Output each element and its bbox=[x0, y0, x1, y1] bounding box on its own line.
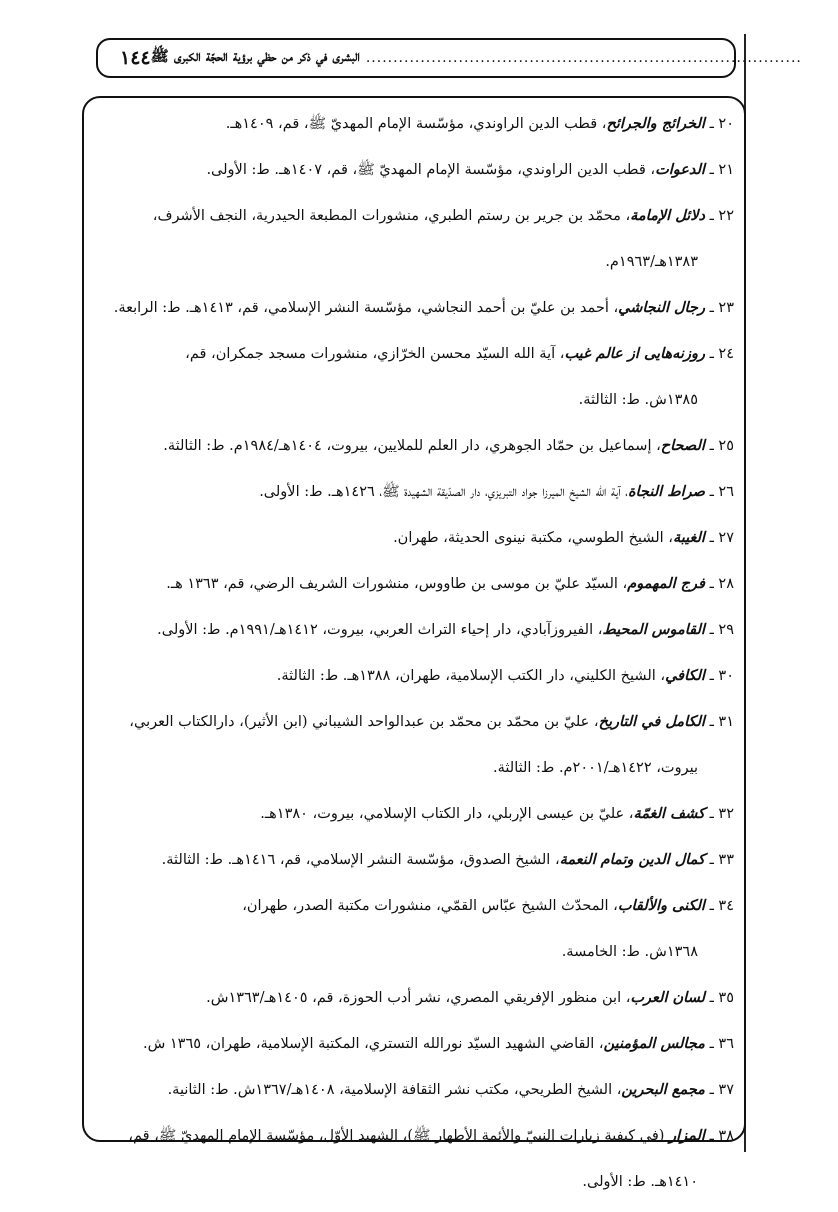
bibliography-entry bbox=[98, 706, 734, 784]
entry-continuation: ١٣٦٨ش. ط: الخامسة. bbox=[561, 944, 698, 960]
entry-details: ، عليّ بن محمّد بن محمّد بن عبدالواحد الشيباني (ابن الأثير)، دارالكتاب العربي، bbox=[129, 714, 599, 730]
entry-number: ٢٩ ـ bbox=[709, 622, 734, 638]
bibliography-entry bbox=[98, 338, 734, 416]
entry-title: مجالس المؤمنين bbox=[603, 1035, 705, 1052]
entry-details: ، المحدّث الشيخ عبّاس القمّي، منشورات مكتبة الصدر، طهران، bbox=[242, 898, 618, 914]
entry-title: مجمع البحرين bbox=[621, 1081, 705, 1098]
entry-spacer bbox=[98, 1106, 734, 1120]
entry-details: ، إسماعيل بن حمّاد الجوهري، دار العلم للملايين، بيروت، ١٤٠٤هـ/١٩٨٤م. ط: الثالثة. bbox=[163, 438, 661, 454]
entry-number: ٣٥ ـ bbox=[709, 990, 734, 1006]
entry-title: لسان العرب bbox=[630, 989, 705, 1006]
entry-number: ٢٦ ـ bbox=[709, 484, 734, 500]
entry-spacer bbox=[98, 876, 734, 890]
entry-title: الكنى والألقاب bbox=[617, 897, 705, 914]
entry-spacer bbox=[98, 968, 734, 982]
bibliography-entry bbox=[98, 982, 734, 1014]
entry-spacer bbox=[98, 462, 734, 476]
header-title: البشرى في ذكر من حظي برؤية الحجّة الكبرى ﷺ bbox=[150, 47, 360, 65]
bibliography-entry bbox=[98, 430, 734, 462]
running-header bbox=[96, 38, 802, 78]
entry-number: ٣٠ ـ bbox=[709, 668, 734, 684]
bibliography-entry bbox=[98, 1028, 734, 1060]
entry-details: ، الشيخ الكليني، دار الكتب الإسلامية، طهران، ١٣٨٨هـ. ط: الثالثة. bbox=[276, 668, 666, 684]
entry-number: ٣٢ ـ bbox=[709, 806, 734, 822]
entry-number: ٣١ ـ bbox=[709, 714, 734, 730]
entry-number: ٣٦ ـ bbox=[709, 1036, 734, 1052]
entry-continuation: ١٣٨٥ش. ط: الثالثة. bbox=[578, 392, 698, 408]
entry-title: الخرائج والجرائح bbox=[606, 115, 705, 132]
bibliography-entry bbox=[98, 1074, 734, 1106]
entry-spacer bbox=[98, 646, 734, 660]
entry-details: ، الشيخ الصدوق، مؤسّسة النشر الإسلامي، قم، ١٤١٦هـ. ط: الثالثة. bbox=[161, 852, 560, 868]
entry-details: ، القاضي الشهيد السيّد نورالله التستري، المكتبة الإسلامية، طهران، ١٣٦٥ ش. bbox=[142, 1036, 604, 1052]
entry-title: روزنه‌هايى از عالم غيب bbox=[564, 345, 705, 362]
entry-title: فرج المهموم bbox=[627, 575, 705, 592]
entry-spacer bbox=[98, 416, 734, 430]
entry-continuation: بيروت، ١٤٢٢هـ/٢٠٠١م. ط: الثالثة. bbox=[493, 760, 698, 776]
entry-number: ٢٨ ـ bbox=[709, 576, 734, 592]
entry-number: ٣٤ ـ bbox=[709, 898, 734, 914]
entry-number: ٢٧ ـ bbox=[709, 530, 734, 546]
entry-number: ٢٥ ـ bbox=[709, 438, 734, 454]
entry-spacer bbox=[98, 830, 734, 844]
entry-details: ، آية الله الشيخ الميرزا جواد التبريزي، دار الصدّيقة الشهيدة ﷺ، ١٤٢٦هـ. ط: الأولى. bbox=[259, 484, 628, 500]
entry-number: ٢٢ ـ bbox=[709, 208, 734, 224]
entry-title: المزار bbox=[669, 1127, 705, 1144]
bibliography-entry bbox=[98, 614, 734, 646]
entry-title: الغيبة bbox=[672, 529, 705, 546]
entry-title: الكامل في التاريخ bbox=[598, 713, 705, 730]
entry-number: ٣٧ ـ bbox=[709, 1082, 734, 1098]
entry-spacer bbox=[98, 1014, 734, 1028]
entry-details: ، ابن منظور الإفريقي المصري، نشر أدب الحوزة، قم، ١٤٠٥هـ/١٣٦٣ش. bbox=[206, 990, 631, 1006]
entry-details: ، آية الله السيّد محسن الخرّازي، منشورات مسجد جمكران، قم، bbox=[185, 346, 565, 362]
entry-details: (في كيفية زيارات النبيّ والأئمة الأطهار ﷺ)، الشهيد الأوّل، مؤسّسة الإمام المهديّ ﷺ، قم، bbox=[128, 1128, 670, 1144]
entry-details: ، الفيروزآبادي، دار إحياء التراث العربي، بيروت، ١٤١٢هـ/١٩٩١م. ط: الأولى. bbox=[157, 622, 603, 638]
entry-continuation: ١٣٨٣هـ/١٩٦٣م. bbox=[605, 254, 698, 270]
entry-details: ، الشيخ الطوسي، مكتبة نينوى الحديثة، طهران. bbox=[393, 530, 673, 546]
bibliography-entry bbox=[98, 844, 734, 876]
entry-number: ٢٤ ـ bbox=[709, 346, 734, 362]
entry-title: القاموس المحيط bbox=[602, 621, 705, 638]
entry-spacer bbox=[98, 278, 734, 292]
bibliography-entry bbox=[98, 522, 734, 554]
entry-spacer bbox=[98, 554, 734, 568]
entry-number: ٣٨ ـ bbox=[709, 1128, 734, 1144]
bibliography-entry bbox=[98, 200, 734, 278]
entry-title: دلائل الإمامة bbox=[630, 207, 705, 224]
entry-spacer bbox=[98, 324, 734, 338]
entry-details: ، عليّ بن عيسى الإربلي، دار الكتاب الإسلامي، بيروت، ١٣٨٠هـ. bbox=[260, 806, 634, 822]
page-number: ١٤٤ bbox=[120, 47, 151, 69]
bibliography-entry bbox=[98, 890, 734, 968]
entry-spacer bbox=[98, 1060, 734, 1074]
bibliography-entry bbox=[98, 108, 734, 140]
entry-spacer bbox=[98, 784, 734, 798]
entry-title: رجال النجاشي bbox=[618, 299, 705, 316]
entry-details: ، السيّد عليّ بن موسى بن طاووس، منشورات الشريف الرضي، قم، ١٣٦٣ هـ. bbox=[166, 576, 628, 592]
entry-continuation: ١٤١٠هـ. ط: الأولى. bbox=[582, 1174, 698, 1190]
entry-title: صراط النجاة bbox=[627, 483, 705, 500]
entry-title: كشف الغمّة bbox=[633, 805, 705, 822]
bibliography-entry bbox=[98, 476, 734, 508]
bibliography-list bbox=[98, 108, 734, 1212]
entry-title: الدعوات bbox=[655, 161, 705, 178]
entry-title: الصحاح bbox=[660, 437, 705, 454]
entry-details: ، قطب الدين الراوندي، مؤسّسة الإمام المهديّ ﷺ، قم، ١٤٠٧هـ. ط: الأولى. bbox=[206, 162, 656, 178]
entry-title: كمال الدين وتمام النعمة bbox=[559, 851, 705, 868]
bibliography-entry bbox=[98, 1120, 734, 1198]
entry-spacer bbox=[98, 600, 734, 614]
entry-number: ٢١ ـ bbox=[709, 162, 734, 178]
header-dot-leader: ................................................................................ bbox=[365, 50, 802, 66]
entry-title: الكافي bbox=[665, 667, 705, 684]
entry-spacer bbox=[98, 1198, 734, 1212]
entry-details: ، الشيخ الطريحي، مكتب نشر الثقافة الإسلامية، ١٤٠٨هـ/١٣٦٧ش. ط: الثانية. bbox=[167, 1082, 622, 1098]
bibliography-entry bbox=[98, 154, 734, 186]
entry-details: ، أحمد بن عليّ بن أحمد النجاشي، مؤسّسة النشر الإسلامي، قم، ١٤١٣هـ. ط: الرابعة. bbox=[113, 300, 619, 316]
entry-number: ٣٣ ـ bbox=[709, 852, 734, 868]
entry-number: ٢٣ ـ bbox=[709, 300, 734, 316]
bibliography-entry bbox=[98, 292, 734, 324]
entry-details: ، قطب الدين الراوندي، مؤسّسة الإمام المهديّ ﷺ، قم، ١٤٠٩هـ. bbox=[225, 116, 607, 132]
entry-number: ٢٠ ـ bbox=[709, 116, 734, 132]
entry-spacer bbox=[98, 140, 734, 154]
entry-spacer bbox=[98, 186, 734, 200]
bibliography-entry bbox=[98, 568, 734, 600]
bibliography-entry bbox=[98, 660, 734, 692]
entry-spacer bbox=[98, 692, 734, 706]
entry-spacer bbox=[98, 508, 734, 522]
bibliography-entry bbox=[98, 798, 734, 830]
entry-details: ، محمّد بن جرير بن رستم الطبري، منشورات المطبعة الحيدرية، النجف الأشرف، bbox=[152, 208, 631, 224]
